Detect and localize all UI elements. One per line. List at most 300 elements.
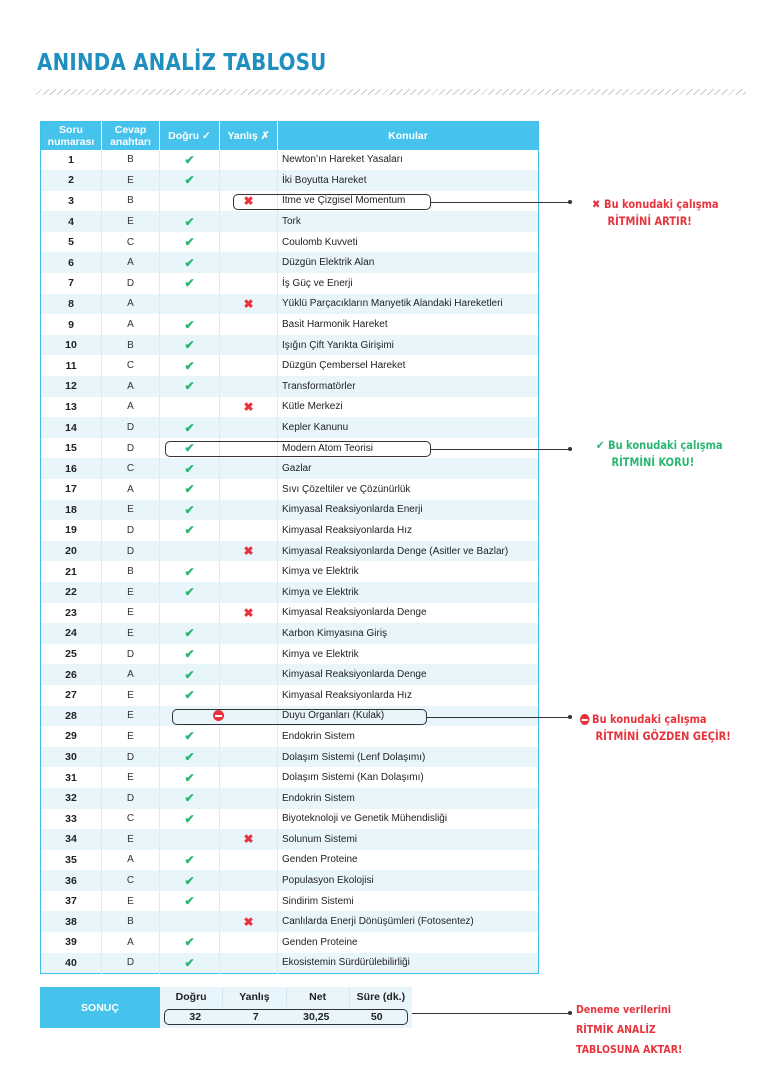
- result-header-net: Net: [287, 987, 350, 1007]
- table-row: [41, 500, 539, 521]
- question-number: 10: [41, 335, 102, 356]
- check-icon: ✔: [184, 420, 195, 435]
- table-row: [41, 726, 539, 747]
- correct-cell: [160, 685, 220, 706]
- question-number: 4: [41, 211, 102, 232]
- wrong-cell: [220, 500, 278, 521]
- check-icon: ✔: [184, 585, 195, 600]
- answer-key: C: [102, 232, 160, 253]
- topic: Transformatörler: [278, 376, 539, 397]
- footer-line2: RİTMİK ANALİZ: [576, 1023, 656, 1036]
- table-row: [41, 953, 539, 974]
- answer-key: A: [102, 252, 160, 273]
- topic: Dolaşım Sistemi (Kan Dolaşımı): [278, 767, 539, 788]
- answer-key: D: [102, 788, 160, 809]
- note-correct-line1: Bu konudaki çalışma: [608, 438, 723, 452]
- table-row: [41, 911, 539, 932]
- correct-cell: [160, 150, 220, 171]
- answer-key: B: [102, 561, 160, 582]
- table-row: [41, 809, 539, 830]
- check-icon: ✔: [184, 461, 195, 476]
- footer-line1: Deneme verilerini: [576, 1003, 672, 1016]
- header-wrong: Yanlış ✗: [220, 122, 278, 150]
- topic: Kütle Merkezi: [278, 397, 539, 418]
- table-row: [41, 623, 539, 644]
- answer-key: E: [102, 706, 160, 727]
- check-icon: ✔: [184, 688, 195, 703]
- question-number: 38: [41, 911, 102, 932]
- table-row: [41, 788, 539, 809]
- correct-cell: [160, 850, 220, 871]
- correct-cell: [160, 911, 220, 932]
- check-icon: ✔: [184, 523, 195, 538]
- table-row: [41, 685, 539, 706]
- wrong-cell: [220, 829, 278, 850]
- table-row: [41, 850, 539, 871]
- question-number: 11: [41, 355, 102, 376]
- wrong-cell: [220, 150, 278, 171]
- note-blank: [580, 711, 731, 745]
- wrong-cell: [220, 335, 278, 356]
- cross-icon: ✖: [243, 544, 254, 559]
- table-row: [41, 458, 539, 479]
- check-icon: ✔: [184, 441, 195, 456]
- answer-key: D: [102, 438, 160, 459]
- correct-cell: [160, 252, 220, 273]
- result-header-wrong: Yanlış: [223, 987, 286, 1007]
- correct-cell: [160, 500, 220, 521]
- topic: Kimyasal Reaksiyonlarda Denge (Asitler ve Bazlar): [278, 541, 539, 562]
- result-label: SONUÇ: [40, 987, 160, 1028]
- table-row: [41, 767, 539, 788]
- note-correct-line2: RİTMİNİ KORU!: [611, 455, 695, 469]
- answer-key: E: [102, 170, 160, 191]
- topic: Biyoteknoloji ve Genetik Mühendisliği: [278, 809, 539, 830]
- wrong-cell: [220, 685, 278, 706]
- cross-icon: ✖: [243, 605, 254, 620]
- answer-key: D: [102, 953, 160, 974]
- answer-key: E: [102, 603, 160, 624]
- connector-dot-wrong: [568, 200, 572, 204]
- answer-key: A: [102, 664, 160, 685]
- topic: Basit Harmonik Hareket: [278, 314, 539, 335]
- check-icon: ✔: [596, 438, 605, 452]
- cross-icon: ✖: [243, 914, 254, 929]
- table-row: [41, 582, 539, 603]
- result-table: [160, 987, 412, 1028]
- question-number: 28: [41, 706, 102, 727]
- table-row: [41, 829, 539, 850]
- answer-key: D: [102, 273, 160, 294]
- wrong-cell: [220, 747, 278, 768]
- answer-key: D: [102, 747, 160, 768]
- topic: Dolaşım Sistemi (Lenf Dolaşımı): [278, 747, 539, 768]
- answer-key: C: [102, 355, 160, 376]
- topic: Solunum Sistemi: [278, 829, 539, 850]
- topic: Gazlar: [278, 458, 539, 479]
- table-row: [41, 335, 539, 356]
- answer-key: E: [102, 685, 160, 706]
- wrong-cell: [220, 314, 278, 335]
- highlight-blank-row: [172, 709, 427, 725]
- answer-key: A: [102, 314, 160, 335]
- header-answer-key: [102, 122, 160, 150]
- correct-cell: [160, 376, 220, 397]
- table-row: [41, 273, 539, 294]
- answer-key: C: [102, 458, 160, 479]
- table-row: [41, 664, 539, 685]
- topic: Kimya ve Elektrik: [278, 561, 539, 582]
- question-number: 32: [41, 788, 102, 809]
- answer-key: E: [102, 726, 160, 747]
- wrong-cell: [220, 355, 278, 376]
- wrong-cell: [220, 788, 278, 809]
- answer-key: A: [102, 479, 160, 500]
- wrong-cell: [220, 726, 278, 747]
- correct-cell: [160, 355, 220, 376]
- correct-cell: [160, 294, 220, 315]
- question-number: 31: [41, 767, 102, 788]
- table-row: [41, 747, 539, 768]
- topic: Kimya ve Elektrik: [278, 582, 539, 603]
- answer-key: A: [102, 376, 160, 397]
- wrong-cell: [220, 664, 278, 685]
- connector-correct: [431, 449, 569, 450]
- check-icon: ✔: [184, 214, 195, 229]
- table-row: [41, 417, 539, 438]
- cross-icon: ✖: [243, 399, 254, 414]
- correct-cell: [160, 870, 220, 891]
- header-topics: Konular: [278, 122, 539, 150]
- check-icon: ✔: [184, 317, 195, 332]
- correct-cell: [160, 417, 220, 438]
- correct-cell: [160, 541, 220, 562]
- answer-key: E: [102, 500, 160, 521]
- wrong-cell: [220, 252, 278, 273]
- question-number: 3: [41, 191, 102, 212]
- topic: Sindirim Sistemi: [278, 891, 539, 912]
- check-icon: ✔: [184, 173, 195, 188]
- check-icon: ✔: [184, 873, 195, 888]
- header-correct: Doğru ✓: [160, 122, 220, 150]
- check-icon: ✔: [184, 338, 195, 353]
- question-number: 24: [41, 623, 102, 644]
- table-row: [41, 541, 539, 562]
- wrong-cell: [220, 891, 278, 912]
- note-wrong: [592, 196, 719, 230]
- answer-key: E: [102, 829, 160, 850]
- check-icon: ✔: [184, 811, 195, 826]
- question-number: 34: [41, 829, 102, 850]
- answer-key: E: [102, 211, 160, 232]
- correct-cell: [160, 809, 220, 830]
- topic: Kimyasal Reaksiyonlarda Denge: [278, 664, 539, 685]
- correct-cell: [160, 726, 220, 747]
- question-number: 21: [41, 561, 102, 582]
- correct-cell: [160, 603, 220, 624]
- correct-cell: [160, 767, 220, 788]
- connector-result: [412, 1013, 569, 1014]
- correct-cell: [160, 397, 220, 418]
- check-icon: ✔: [184, 626, 195, 641]
- correct-cell: [160, 788, 220, 809]
- check-icon: ✔: [184, 647, 195, 662]
- question-number: 30: [41, 747, 102, 768]
- connector-blank: [427, 717, 569, 718]
- result-values: [164, 1009, 408, 1025]
- topic: Endokrin Sistem: [278, 788, 539, 809]
- cross-icon: ✖: [243, 832, 254, 847]
- topic: Duyu Organları (Kulak): [278, 706, 539, 727]
- correct-cell: [160, 891, 220, 912]
- check-icon: ✔: [184, 358, 195, 373]
- connector-dot-correct: [568, 447, 572, 451]
- answer-key: C: [102, 809, 160, 830]
- wrong-cell: [220, 767, 278, 788]
- highlight-wrong-row: [233, 194, 431, 210]
- correct-cell: [160, 170, 220, 191]
- question-number: 2: [41, 170, 102, 191]
- check-icon: ✔: [184, 750, 195, 765]
- question-number: 6: [41, 252, 102, 273]
- cross-icon: ✖: [243, 193, 254, 208]
- table-row: [41, 479, 539, 500]
- table-row: [41, 211, 539, 232]
- correct-cell: [160, 458, 220, 479]
- header-question-number: [41, 122, 102, 150]
- table-row: [41, 314, 539, 335]
- question-number: 26: [41, 664, 102, 685]
- topic: Yüklü Parçacıkların Manyetik Alandaki Hareketleri: [278, 294, 539, 315]
- result-header-duration: Süre (dk.): [356, 991, 406, 1003]
- check-icon: ✔: [184, 894, 195, 909]
- table-row: [41, 252, 539, 273]
- check-icon: ✔: [184, 152, 195, 167]
- topic: Kimya ve Elektrik: [278, 644, 539, 665]
- topic: İş Güç ve Enerji: [278, 273, 539, 294]
- table-row: [41, 891, 539, 912]
- note-wrong-line2: RİTMİNİ ARTIR!: [607, 214, 692, 228]
- note-blank-line1: Bu konudaki çalışma: [592, 712, 707, 726]
- note-wrong-line1: Bu konudaki çalışma: [604, 197, 719, 211]
- topic: Genden Proteine: [278, 932, 539, 953]
- wrong-cell: [220, 623, 278, 644]
- check-icon: ✔: [184, 791, 195, 806]
- answer-key: D: [102, 644, 160, 665]
- correct-cell: [160, 314, 220, 335]
- answer-key: A: [102, 397, 160, 418]
- question-number: 18: [41, 500, 102, 521]
- correct-cell: [160, 273, 220, 294]
- note-blank-line2: RİTMİNİ GÖZDEN GEÇİR!: [595, 729, 731, 743]
- question-number: 25: [41, 644, 102, 665]
- wrong-cell: [220, 870, 278, 891]
- topic: Modern Atom Teorisi: [278, 438, 539, 459]
- table-body: [41, 150, 539, 974]
- minus-circle-icon: [580, 711, 592, 728]
- check-icon: ✔: [184, 955, 195, 970]
- title-divider: [34, 89, 746, 95]
- correct-cell: [160, 664, 220, 685]
- wrong-cell: [220, 520, 278, 541]
- question-number: 20: [41, 541, 102, 562]
- topic: Genden Proteine: [278, 850, 539, 871]
- highlight-correct-row: [165, 441, 431, 457]
- correct-cell: [160, 335, 220, 356]
- topic: Kimyasal Reaksiyonlarda Hız: [278, 685, 539, 706]
- wrong-cell: [220, 458, 278, 479]
- wrong-cell: [220, 417, 278, 438]
- table-row: [41, 520, 539, 541]
- wrong-cell: [220, 397, 278, 418]
- topic: Tork: [278, 211, 539, 232]
- wrong-cell: [220, 809, 278, 830]
- wrong-cell: [220, 953, 278, 974]
- correct-cell: [160, 623, 220, 644]
- table-row: [41, 294, 539, 315]
- footer-line3: TABLOSUNA AKTAR!: [576, 1043, 683, 1056]
- topic: İtme ve Çizgisel Momentum: [278, 191, 539, 212]
- topic: İki Boyutta Hareket: [278, 170, 539, 191]
- check-icon: ✔: [184, 276, 195, 291]
- result-value-correct: 32: [189, 1011, 202, 1023]
- analysis-table: [40, 121, 539, 974]
- result-value-duration: 50: [370, 1011, 383, 1023]
- wrong-cell: [220, 582, 278, 603]
- wrong-cell: [220, 294, 278, 315]
- question-number: 9: [41, 314, 102, 335]
- question-number: 22: [41, 582, 102, 603]
- result-header-correct: Doğru: [160, 987, 223, 1007]
- question-number: 37: [41, 891, 102, 912]
- connector-dot-blank: [568, 715, 572, 719]
- question-number: 35: [41, 850, 102, 871]
- answer-key: B: [102, 911, 160, 932]
- topic: Kimyasal Reaksiyonlarda Denge: [278, 603, 539, 624]
- answer-key: E: [102, 623, 160, 644]
- wrong-cell: [220, 644, 278, 665]
- header-answer-key-line2: anahtarı: [110, 135, 151, 148]
- answer-key: B: [102, 335, 160, 356]
- table-header-row: [41, 122, 539, 150]
- connector-dot-result: [568, 1011, 572, 1015]
- header-question-number-line2: numarası: [47, 135, 95, 148]
- correct-cell: [160, 191, 220, 212]
- result-value-net: 30,25: [303, 1011, 330, 1023]
- check-icon: ✔: [184, 935, 195, 950]
- answer-key: E: [102, 582, 160, 603]
- wrong-cell: [220, 273, 278, 294]
- answer-key: E: [102, 891, 160, 912]
- footer-note: [576, 1000, 682, 1060]
- check-icon: ✔: [184, 729, 195, 744]
- topic: Canlılarda Enerji Dönüşümleri (Fotosentez): [278, 911, 539, 932]
- topic: Ekosistemin Sürdürülebilirliği: [278, 953, 539, 974]
- table-row: [41, 603, 539, 624]
- correct-cell: [160, 644, 220, 665]
- topic: Işığın Çift Yarıkta Girişimi: [278, 335, 539, 356]
- correct-cell: [160, 932, 220, 953]
- wrong-cell: [220, 541, 278, 562]
- question-number: 40: [41, 953, 102, 974]
- table-row: [41, 355, 539, 376]
- topic: Düzgün Elektrik Alan: [278, 252, 539, 273]
- topic: Coulomb Kuvveti: [278, 232, 539, 253]
- answer-key: A: [102, 850, 160, 871]
- connector-wrong: [431, 202, 569, 203]
- table-row: [41, 170, 539, 191]
- question-number: 19: [41, 520, 102, 541]
- correct-cell: [160, 520, 220, 541]
- correct-cell: [160, 479, 220, 500]
- table-row: [41, 232, 539, 253]
- topic: Kimyasal Reaksiyonlarda Enerji: [278, 500, 539, 521]
- cross-icon: ✖: [592, 197, 601, 211]
- question-number: 16: [41, 458, 102, 479]
- check-icon: ✔: [184, 502, 195, 517]
- check-icon: ✔: [184, 564, 195, 579]
- answer-key: D: [102, 417, 160, 438]
- cross-icon: ✖: [243, 296, 254, 311]
- question-number: 14: [41, 417, 102, 438]
- check-icon: ✔: [184, 379, 195, 394]
- answer-key: A: [102, 932, 160, 953]
- result-headers: [160, 987, 412, 1007]
- question-number: 7: [41, 273, 102, 294]
- header-question-number-line1: Soru: [59, 123, 83, 136]
- question-number: 15: [41, 438, 102, 459]
- correct-cell: [160, 232, 220, 253]
- table-row: [41, 870, 539, 891]
- wrong-cell: [220, 376, 278, 397]
- wrong-cell: [220, 911, 278, 932]
- question-number: 33: [41, 809, 102, 830]
- wrong-cell: [220, 479, 278, 500]
- answer-key: B: [102, 150, 160, 171]
- page-title: ANINDA ANALİZ TABLOSU: [37, 50, 327, 76]
- answer-key: A: [102, 294, 160, 315]
- correct-cell: [160, 561, 220, 582]
- header-answer-key-line1: Cevap: [114, 123, 147, 136]
- check-icon: ✔: [184, 255, 195, 270]
- question-number: 27: [41, 685, 102, 706]
- table-row: [41, 397, 539, 418]
- wrong-cell: [220, 603, 278, 624]
- question-number: 17: [41, 479, 102, 500]
- check-icon: ✔: [184, 852, 195, 867]
- question-number: 1: [41, 150, 102, 171]
- table-row: [41, 644, 539, 665]
- topic: Endokrin Sistem: [278, 726, 539, 747]
- correct-cell: [160, 953, 220, 974]
- wrong-cell: [220, 170, 278, 191]
- question-number: 12: [41, 376, 102, 397]
- answer-key: E: [102, 767, 160, 788]
- table-row: [41, 932, 539, 953]
- topic: Düzgün Çembersel Hareket: [278, 355, 539, 376]
- check-icon: ✔: [184, 770, 195, 785]
- answer-key: D: [102, 541, 160, 562]
- topic: Newton’ın Hareket Yasaları: [278, 150, 539, 171]
- table-row: [41, 150, 539, 171]
- topic: Populasyon Ekolojisi: [278, 870, 539, 891]
- correct-cell: [160, 829, 220, 850]
- wrong-cell: [220, 561, 278, 582]
- topic: Sıvı Çözeltiler ve Çözünürlük: [278, 479, 539, 500]
- table-row: [41, 561, 539, 582]
- question-number: 23: [41, 603, 102, 624]
- result-value-wrong: 7: [252, 1011, 259, 1023]
